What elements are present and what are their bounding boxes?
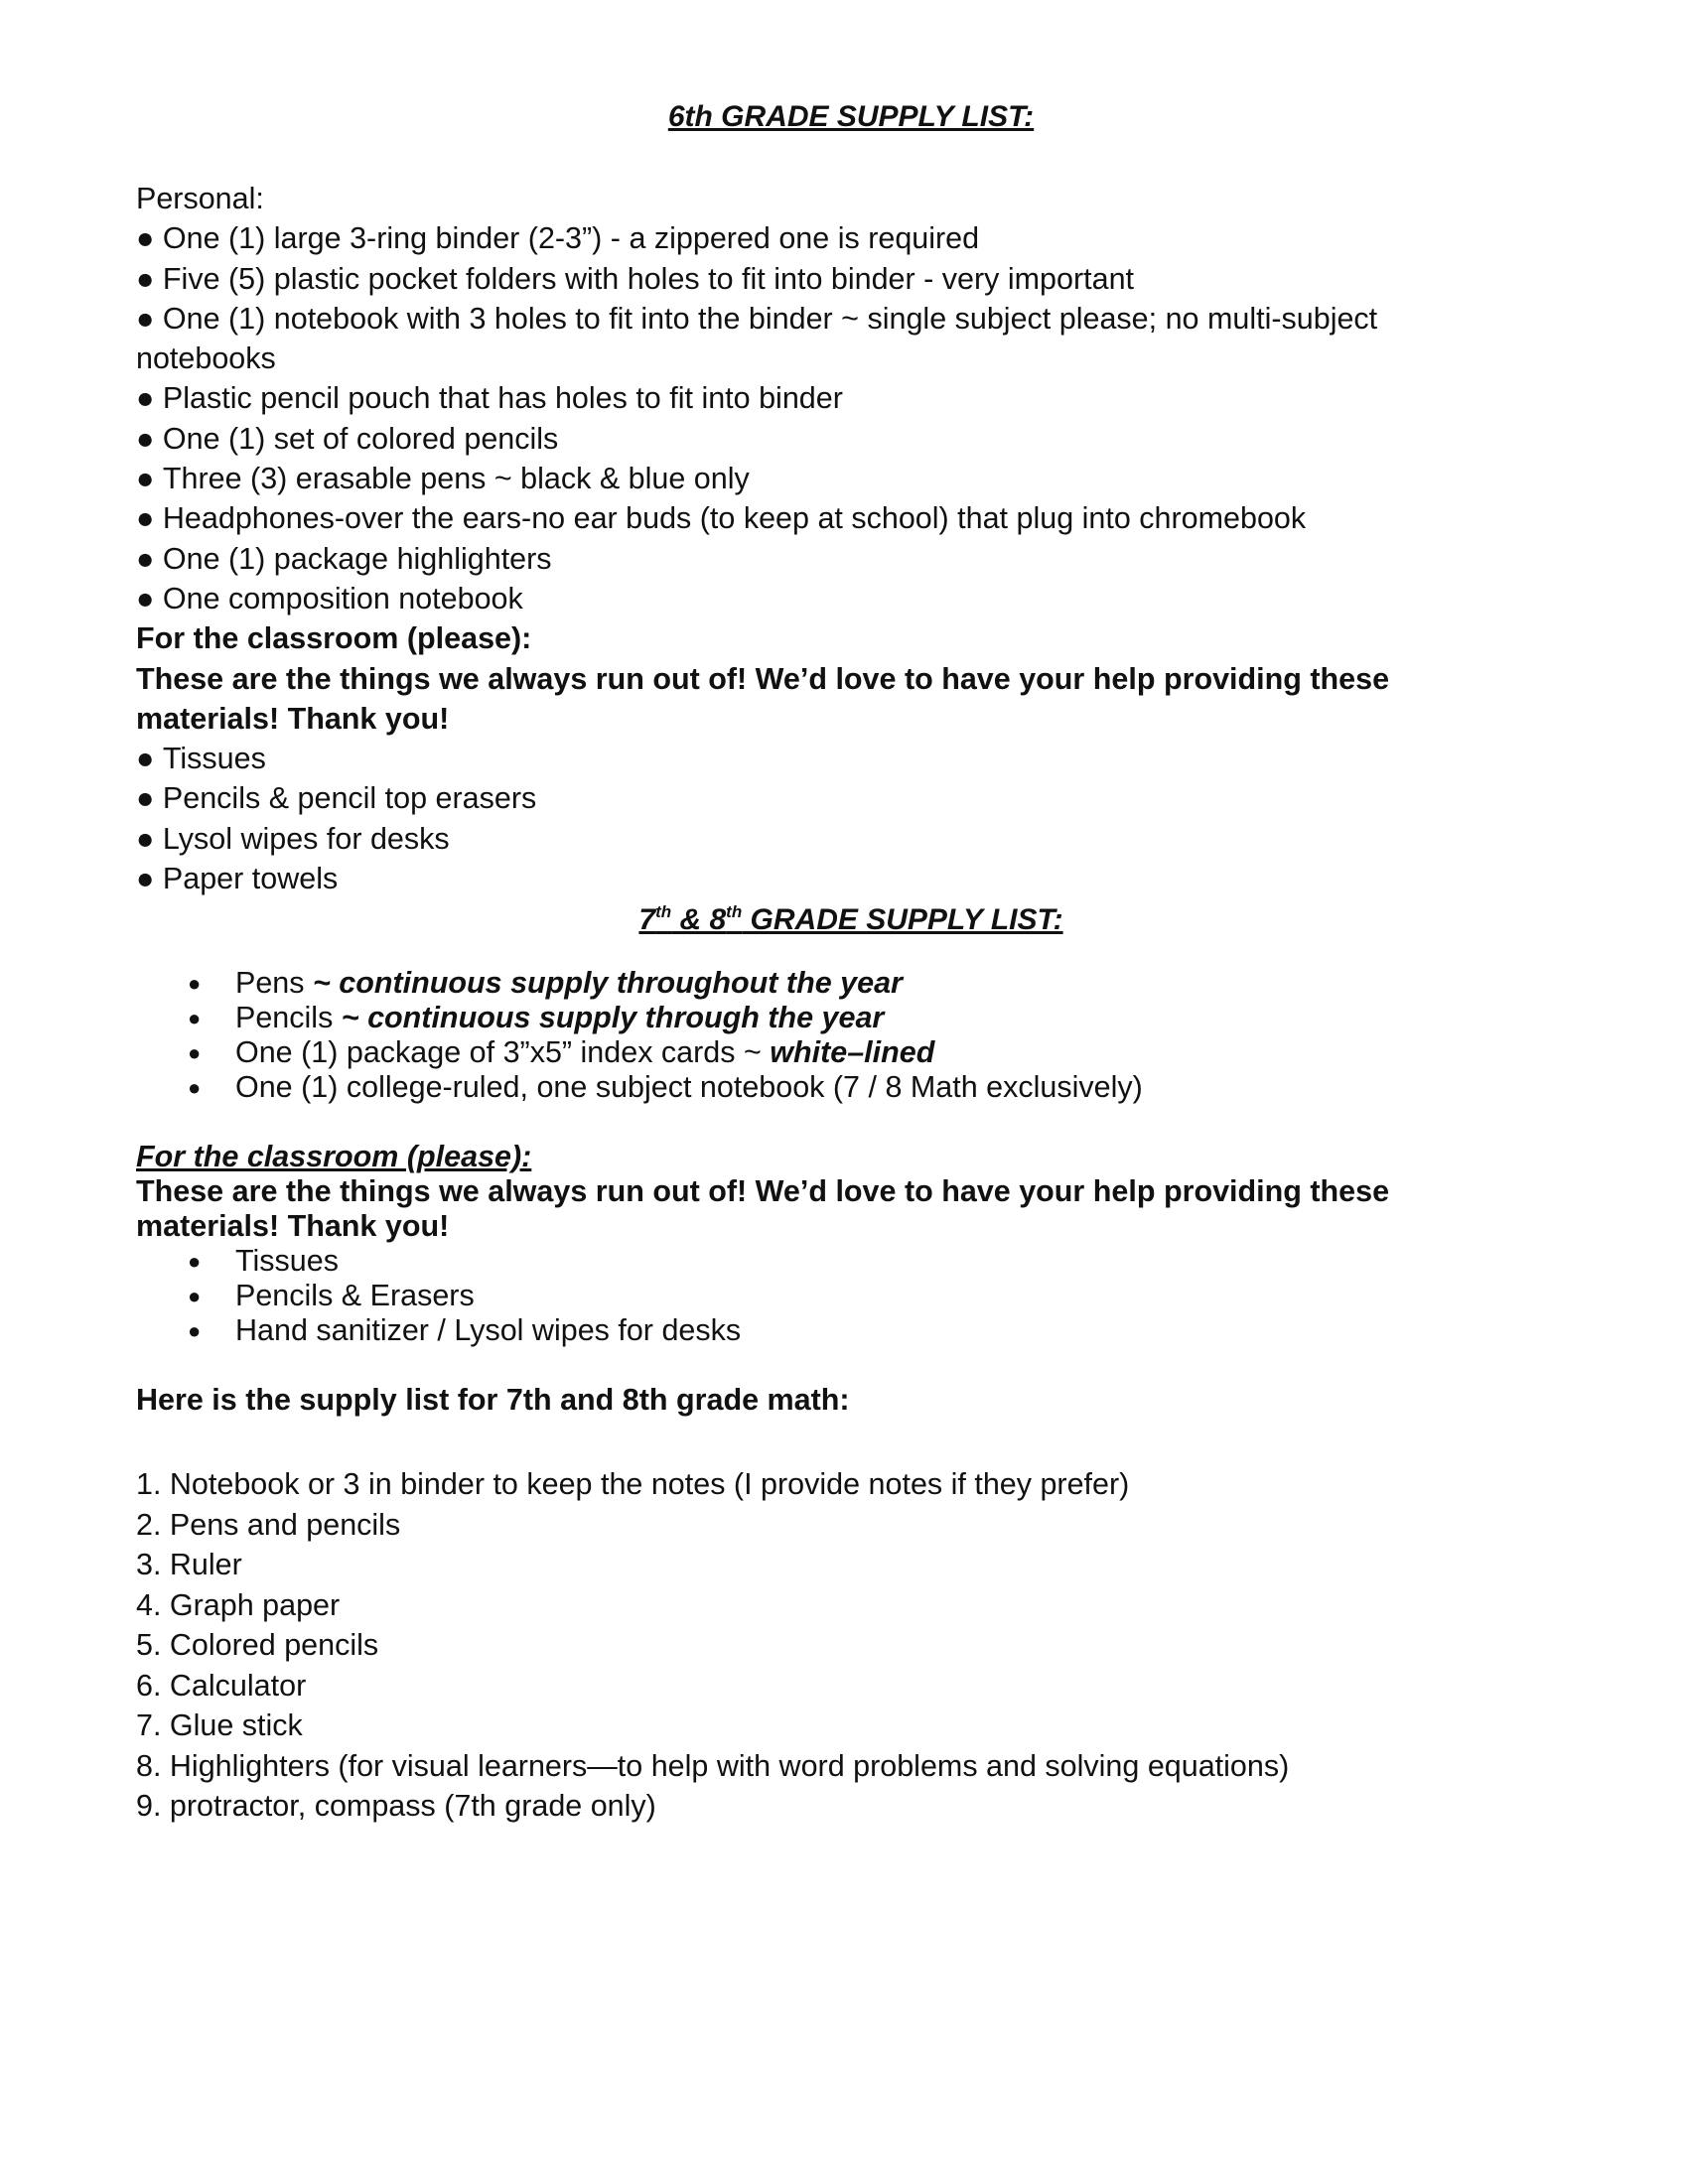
classroom-note: materials! Thank you! [136,1209,450,1244]
list-item [136,966,1566,1001]
classroom-heading: For the classroom (please): [136,1140,532,1174]
classroom-item: ● Tissues [136,739,1566,778]
item-emphasis: ~ continuous supply through the year [341,1001,885,1035]
title-seven: 7 [638,903,656,937]
math-item: 2. Pens and pencils [136,1507,401,1542]
classroom-item: ● Paper towels [136,859,1566,898]
math-heading: Here is the supply list for 7th and 8th grade math: [136,1383,850,1418]
title-rest: GRADE SUPPLY LIST: [742,903,1063,937]
sixth-grade-section [136,179,1566,898]
upper-grade-title [136,900,1566,940]
classroom-note: These are the things we always run out of! We’d love to have your help providing these [136,1174,1390,1209]
math-item: 5. Colored pencils [136,1628,379,1663]
math-item: 6. Calculator [136,1668,307,1703]
classroom-item: ● Tissues [136,1244,1566,1279]
personal-item: ● Three (3) erasable pens ~ black & blue only [136,459,1566,498]
personal-item: ● One (1) package highlighters [136,539,1566,579]
supply-list-document [136,97,1566,1827]
classroom-note: materials! Thank you! [136,701,450,736]
upper-items-list [136,966,1566,1105]
title-eight: & 8 [671,903,727,937]
personal-item: ● One (1) notebook with 3 holes to fit into the binder ~ single subject please; no multi-subject [136,299,1566,339]
personal-item: ● One (1) set of colored pencils [136,419,1566,459]
math-supply-list [136,1464,1566,1827]
sixth-grade-title: 6th GRADE SUPPLY LIST: [667,100,1035,133]
classroom-item: ● Pencils & pencil top erasers [136,778,1566,818]
classroom-heading: For the classroom (please): [136,621,532,656]
math-item: 8. Highlighters (for visual learners—to help with word problems and solving equations) [136,1748,1290,1783]
personal-item: ● Headphones-over the ears-no ear buds (to keep at school) that plug into chromebook [136,498,1566,538]
item-emphasis: white–lined [770,1035,935,1070]
personal-item-continuation: notebooks [136,341,276,376]
item-text: Pencils [235,1001,342,1035]
personal-item: ● Five (5) plastic pocket folders with holes to fit into binder - very important [136,259,1566,299]
title-superscript: th [655,902,672,922]
item-emphasis: ~ continuous supply throughout the year [313,966,903,1001]
classroom-item: ● Lysol wipes for desks [136,819,1566,859]
classroom-note: These are the things we always run out of! We’d love to have your help providing these [136,661,1390,696]
classroom-item: ● Hand sanitizer / Lysol wipes for desks [136,1313,1566,1348]
item-text: One (1) package of 3”x5” index cards ~ [235,1035,771,1070]
math-item: 1. Notebook or 3 in binder to keep the notes (I provide notes if they prefer) [136,1467,1130,1502]
item-text: Pens [235,966,313,1001]
list-item [136,1070,1566,1105]
upper-grade-section [136,966,1566,1418]
math-item: 3. Ruler [136,1548,242,1582]
item-text: One (1) college-ruled, one subject notebook (7 / 8 Math exclusively) [235,1070,1143,1105]
list-item [136,1001,1566,1035]
classroom-items-list [136,1244,1566,1348]
personal-item: ● Plastic pencil pouch that has holes to fit into binder [136,378,1566,418]
personal-item: ● One composition notebook [136,579,1566,618]
math-item: 7. Glue stick [136,1708,303,1743]
math-item: 9. protractor, compass (7th grade only) [136,1789,656,1824]
personal-item: ● One (1) large 3-ring binder (2-3”) - a zippered one is required [136,218,1566,258]
classroom-item: ● Pencils & Erasers [136,1279,1566,1313]
list-item [136,1035,1566,1070]
math-item: 4. Graph paper [136,1587,341,1622]
title-superscript: th [726,902,743,922]
personal-label: Personal: [136,182,264,215]
